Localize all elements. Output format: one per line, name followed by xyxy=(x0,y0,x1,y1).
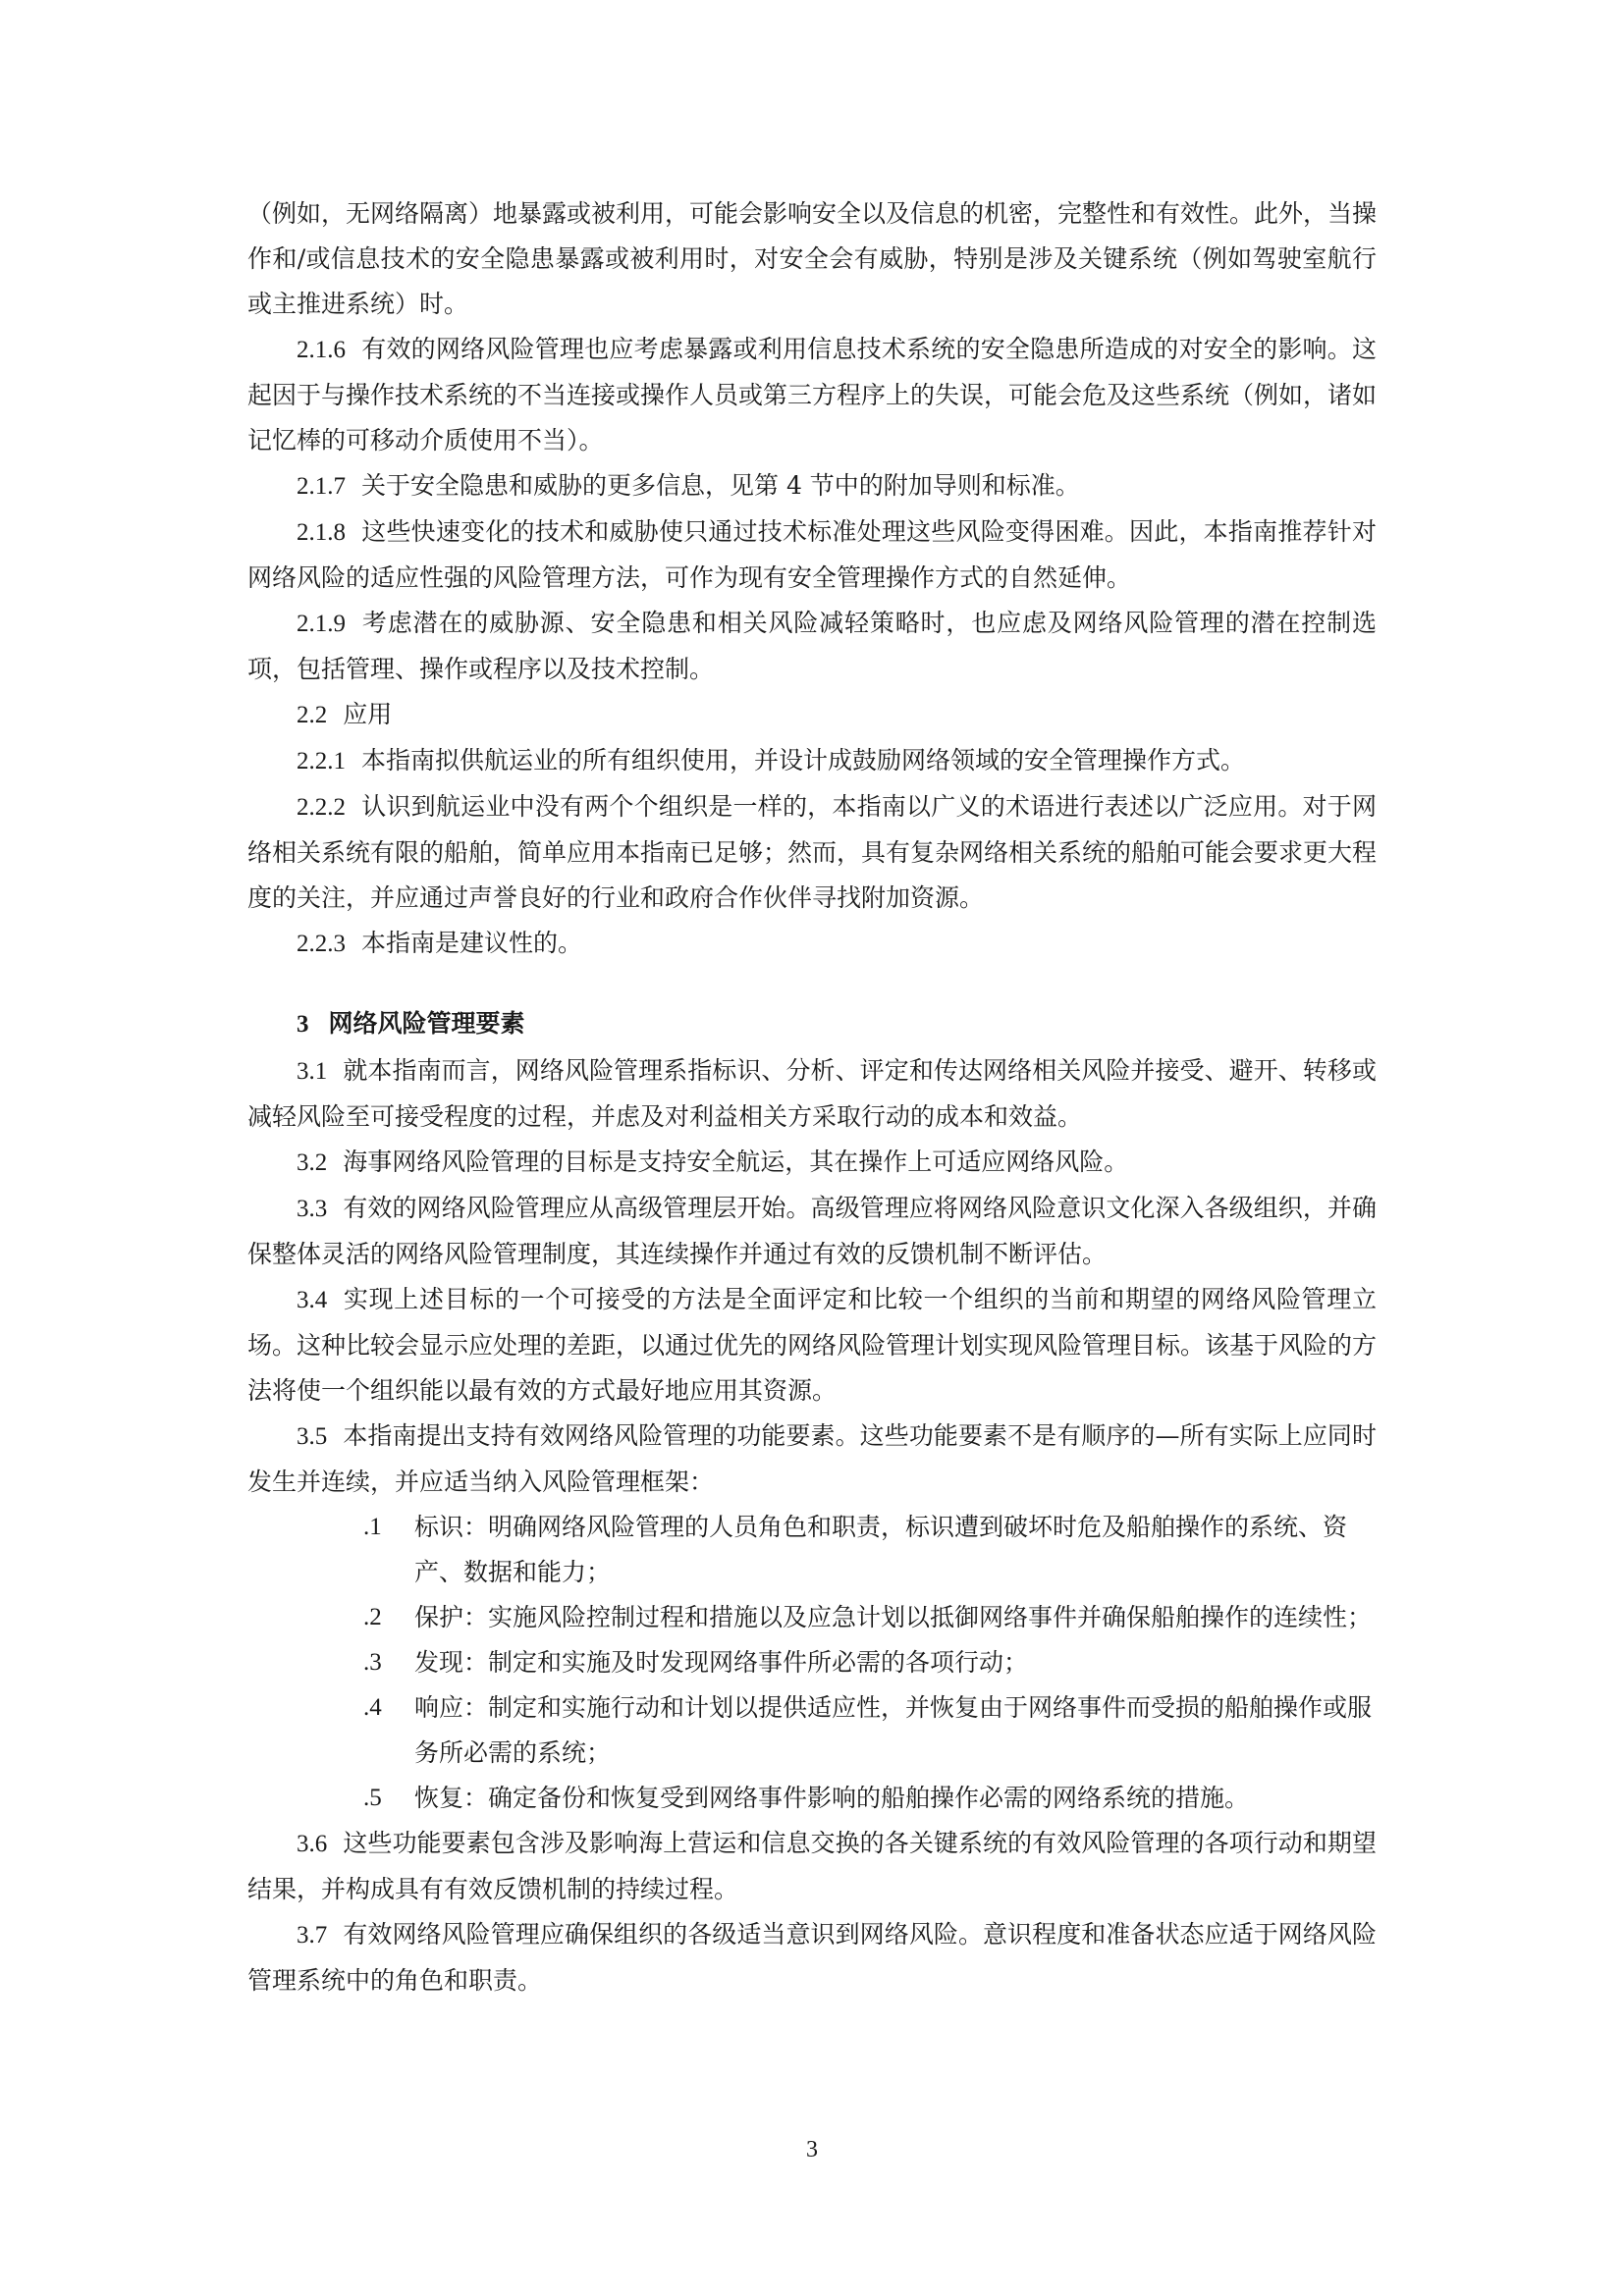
paragraph-text: 有效的网络风险管理应从高级管理层开始。高级管理应将网络风险意识文化深入各级组织，并确保整体灵活的网络风险管理制度，其连续操作并通过有效的反馈机制不断评估。 xyxy=(247,1194,1377,1268)
paragraph-number: 2.2.2 xyxy=(297,794,346,821)
paragraph xyxy=(247,784,1377,921)
paragraph xyxy=(247,921,1377,967)
section-heading xyxy=(247,1000,1377,1048)
list-item-text: 保护：实施风险控制过程和措施以及应急计划以抵御网络事件并确保船舶操作的连续性； xyxy=(414,1603,1373,1631)
list-item-text: 响应：制定和实施行动和计划以提供适应性，并恢复由于网络事件而受损的船舶操作或服务所必需的系统； xyxy=(414,1693,1373,1767)
paragraph-text: （例如，无网络隔离）地暴露或被利用，可能会影响安全以及信息的机密，完整性和有效性。此外，当操作和/或信息技术的安全隐患暴露或被利用时，对安全会有威胁，特别是涉及关键系统（例如驾驶室航行或主推进系统）时。 xyxy=(247,199,1378,318)
paragraph-number: 3.5 xyxy=(297,1423,328,1450)
paragraph xyxy=(247,191,1377,327)
paragraph-text: 实现上述目标的一个可接受的方法是全面评定和比较一个组织的当前和期望的网络风险管理立场。这种比较会显示应处理的差距，以通过优先的网络风险管理计划实现风险管理目标。该基于风险的方法将使一个组织能以最有效的方式最好地应用其资源。 xyxy=(247,1285,1378,1405)
page-content xyxy=(247,191,1377,2003)
list-item-marker: .2 xyxy=(363,1604,382,1630)
paragraph-text: 关于安全隐患和威胁的更多信息，见第 4 节中的附加导则和标准。 xyxy=(361,471,1080,500)
paragraph xyxy=(247,463,1377,509)
paragraph-number: 2.1.6 xyxy=(297,337,346,363)
paragraph-text: 本指南拟供航运业的所有组织使用，并设计成鼓励网络领域的安全管理操作方式。 xyxy=(361,746,1246,774)
paragraph-number: 3.3 xyxy=(297,1196,328,1222)
paragraph-text: 本指南是建议性的。 xyxy=(361,929,583,957)
paragraph-number: 2.2.1 xyxy=(297,748,346,774)
paragraph-text: 有效网络风险管理应确保组织的各级适当意识到网络风险。意识程度和准备状态应适于网络风险管理系统中的角色和职责。 xyxy=(247,1920,1377,1995)
list-item-text: 标识：明确网络风险管理的人员角色和职责，标识遭到破坏时危及船舶操作的系统、资产、数据和能力； xyxy=(414,1513,1348,1586)
list-item-text: 恢复：确定备份和恢复受到网络事件影响的船舶操作必需的网络系统的措施。 xyxy=(414,1784,1250,1812)
paragraph xyxy=(247,1821,1377,1912)
paragraph xyxy=(247,1140,1377,1186)
paragraph-text: 就本指南而言，网络风险管理系指标识、分析、评定和传达网络相关风险并接受、避开、转移或减轻风险至可接受程度的过程，并虑及对利益相关方采取行动的成本和效益。 xyxy=(247,1056,1377,1131)
list-item xyxy=(247,1685,1377,1776)
paragraph xyxy=(247,1186,1377,1277)
paragraph-number: 2.1.9 xyxy=(297,611,346,637)
paragraph-group-section-3-cont xyxy=(247,1821,1377,2003)
paragraph xyxy=(247,692,1377,738)
paragraph-text: 考虑潜在的威胁源、安全隐患和相关风险减轻策略时，也应虑及网络风险管理的潜在控制选项，包括管理、操作或程序以及技术控制。 xyxy=(247,609,1377,683)
list-item xyxy=(247,1776,1377,1821)
paragraph-text: 认识到航运业中没有两个个组织是一样的，本指南以广义的术语进行表述以广泛应用。对于网络相关系统有限的船舶，简单应用本指南已足够；然而，具有复杂网络相关系统的船舶可能会要求更大程度的关注，并应通过声誉良好的行业和政府合作伙伴寻找附加资源。 xyxy=(247,792,1378,912)
paragraph-text: 有效的网络风险管理也应考虑暴露或利用信息技术系统的安全隐患所造成的对安全的影响。这起因于与操作技术系统的不当连接或操作人员或第三方程序上的失误，可能会危及这些系统（例如，诸如记忆棒的可移动介质使用不当）。 xyxy=(247,335,1378,454)
paragraph xyxy=(247,327,1377,463)
functional-elements-list xyxy=(247,1505,1377,1821)
paragraph xyxy=(247,738,1377,784)
list-item-marker: .3 xyxy=(363,1649,382,1676)
paragraph-number: 3.1 xyxy=(297,1058,328,1085)
paragraph-text: 本指南提出支持有效网络风险管理的功能要素。这些功能要素不是有顺序的—所有实际上应同时发生并连续，并应适当纳入风险管理框架： xyxy=(247,1421,1377,1496)
list-item xyxy=(247,1505,1377,1595)
paragraph xyxy=(247,1414,1377,1505)
paragraph-number: 3.7 xyxy=(297,1922,328,1949)
list-item-marker: .4 xyxy=(363,1694,382,1721)
paragraph-group-section-2 xyxy=(247,191,1377,967)
paragraph-number: 3.6 xyxy=(297,1831,328,1857)
paragraph-number: 2.2 xyxy=(297,702,328,728)
paragraph-text: 海事网络风险管理的目标是支持安全航运，其在操作上可适应网络风险。 xyxy=(343,1148,1129,1176)
paragraph-group-section-3 xyxy=(247,1048,1377,1505)
list-item-text: 发现：制定和实施及时发现网络事件所必需的各项行动； xyxy=(414,1648,1029,1677)
paragraph-number: 2.1.7 xyxy=(297,473,346,500)
paragraph-number: 2.2.3 xyxy=(297,931,346,957)
section-title: 网络风险管理要素 xyxy=(328,1009,525,1038)
list-item xyxy=(247,1595,1377,1640)
page-number: 3 xyxy=(806,2137,818,2163)
list-item-marker: .1 xyxy=(363,1514,382,1540)
paragraph xyxy=(247,509,1377,601)
paragraph-text: 应用 xyxy=(343,700,393,728)
paragraph-number: 2.1.8 xyxy=(297,519,346,546)
paragraph-number: 3.4 xyxy=(297,1287,328,1313)
section-number: 3 xyxy=(297,1011,309,1038)
paragraph xyxy=(247,1912,1377,2003)
list-item-marker: .5 xyxy=(363,1785,382,1811)
paragraph-text: 这些快速变化的技术和威胁使只通过技术标准处理这些风险变得困难。因此，本指南推荐针对网络风险的适应性强的风险管理方法，可作为现有安全管理操作方式的自然延伸。 xyxy=(247,517,1377,592)
paragraph xyxy=(247,1277,1377,1414)
paragraph-text: 这些功能要素包含涉及影响海上营运和信息交换的各关键系统的有效风险管理的各项行动和期望结果，并构成具有有效反馈机制的持续过程。 xyxy=(247,1829,1377,1903)
list-item xyxy=(247,1640,1377,1685)
paragraph-number: 3.2 xyxy=(297,1149,328,1176)
paragraph xyxy=(247,1048,1377,1140)
paragraph xyxy=(247,601,1377,692)
